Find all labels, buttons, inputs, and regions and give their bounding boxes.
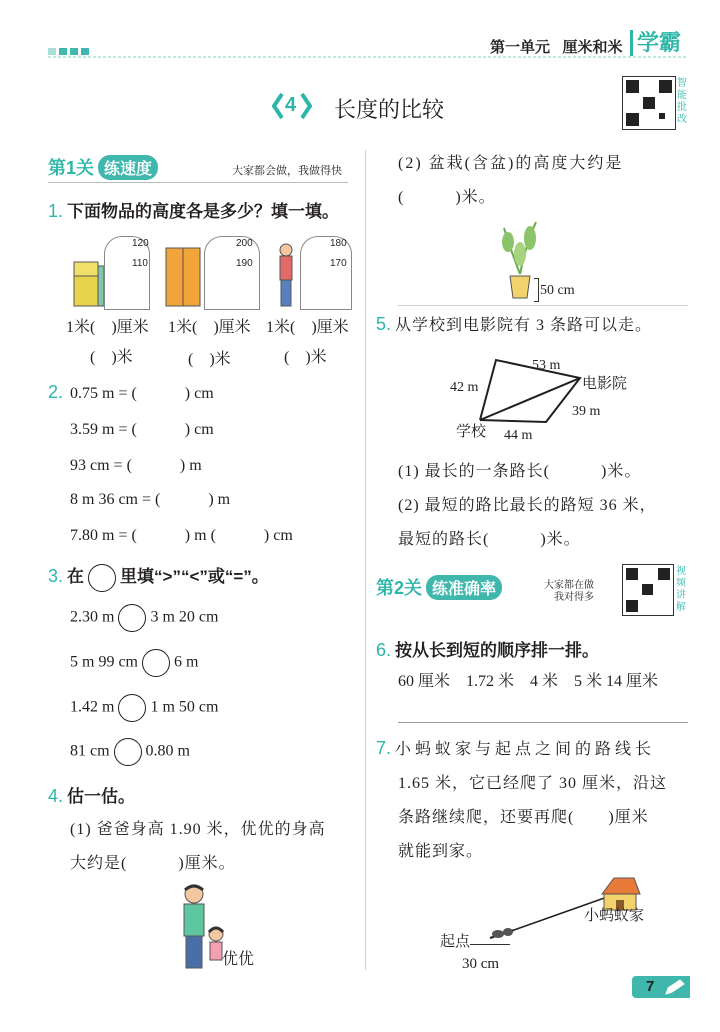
ruler-3-top: 180: [330, 238, 347, 249]
qr-code-icon[interactable]: [622, 76, 676, 130]
section2-note-2: 我对得多: [554, 592, 594, 603]
q3-text-pre: 在: [67, 567, 85, 586]
q3-item-3-left: 1.42 m: [70, 698, 115, 716]
column-divider: [365, 150, 366, 970]
q1-text: 下面物品的高度各是多少？填一填。: [67, 202, 340, 221]
q4-part1-line1: (1) 爸爸身高 1.90 米，优优的身高: [70, 821, 326, 838]
q3-item-4-right: 0.80 m: [145, 742, 190, 760]
q2-number: 2.: [48, 382, 64, 402]
q7-line2: 1.65 米，它已经爬了 30 厘米，沿这: [398, 775, 668, 792]
child-label: 优优: [222, 951, 255, 968]
plant-height-bracket: [534, 278, 539, 302]
q3-item-4-blank[interactable]: [114, 738, 142, 766]
route-label-right: 39 m: [572, 404, 601, 419]
q3-item-4: [70, 738, 190, 766]
q1-answer-2b[interactable]: ( )米: [188, 351, 231, 368]
qr-code-video-icon[interactable]: [622, 564, 674, 616]
ruler-1-top: 120: [132, 238, 149, 249]
pencil-icon: [664, 978, 686, 996]
route-label-school: 学校: [456, 424, 487, 440]
q6-text: 按从长到短的顺序排一排。: [395, 641, 600, 660]
route-label-top: 53 m: [532, 358, 561, 373]
q5-number: 5.: [376, 314, 392, 334]
q1-answer-1a[interactable]: 1米( )厘米: [66, 319, 149, 336]
q3-item-2-blank[interactable]: [142, 649, 170, 677]
section1-note: 大家都会做，我做得快: [232, 165, 342, 177]
q7-line1: 小蚂蚁家与起点之间的路线长: [395, 741, 656, 758]
section1-prefix: 第1关: [48, 158, 95, 178]
q4-part2-line2[interactable]: ( )米。: [398, 189, 496, 206]
question-7: [376, 738, 655, 762]
header-unit: [490, 36, 623, 57]
question-4: [48, 782, 135, 807]
q2-line-5[interactable]: 7.80 m = ( ) m ( ) cm: [70, 527, 293, 544]
q2-line-1[interactable]: 0.75 m = ( ) cm: [70, 385, 214, 402]
question-5: [376, 314, 652, 338]
q3-item-1: [70, 604, 218, 632]
q3-item-2-left: 5 m 99 cm: [70, 653, 138, 671]
start-label: 起点: [440, 934, 471, 950]
section2-prefix: 第2关: [376, 578, 423, 598]
section1-underline: [48, 182, 348, 183]
page-number: 7: [646, 978, 655, 995]
distance-label: 30 cm: [462, 956, 500, 972]
q3-item-3: [70, 694, 218, 722]
q3-item-4-left: 81 cm: [70, 742, 110, 760]
question-6: [376, 636, 599, 661]
q7-line4: 就能到家。: [398, 843, 484, 860]
section2-header: [376, 574, 502, 600]
ruler-1-bottom: 110: [132, 258, 148, 269]
q1-answer-3a[interactable]: 1米( )厘米: [266, 319, 349, 336]
route-label-cinema: 电影院: [582, 376, 628, 392]
header-divider: [48, 56, 688, 58]
q6-items: 60 厘米 1.72 米 4 米 5 米 14 厘米: [398, 673, 659, 690]
header-topic-label: 厘米和米: [562, 39, 623, 56]
q7-line3[interactable]: 条路继续爬，还要再爬( )厘米: [398, 809, 649, 826]
ruler-3-bottom: 170: [330, 258, 347, 269]
q3-item-2: [70, 649, 198, 677]
route-label-bottom: 44 m: [504, 428, 533, 443]
brand-text: 学霸: [637, 30, 682, 55]
qr-video-side-label: 视频讲解: [676, 566, 686, 613]
q4-part2-line1: (2) 盆栽(含盆)的高度大约是: [398, 155, 624, 172]
q2-line-3[interactable]: 93 cm = ( ) m: [70, 457, 202, 474]
section1-badge: 练速度: [98, 155, 158, 180]
q4-text: 估一估。: [67, 787, 136, 806]
q3-item-1-blank[interactable]: [118, 604, 146, 632]
q3-text-post: 里填“>”“<”或“=”。: [120, 567, 269, 586]
section2-note-1: 大家都在做: [544, 580, 594, 591]
q3-item-3-right: 1 m 50 cm: [150, 698, 219, 716]
q3-item-1-right: 3 m 20 cm: [150, 608, 219, 626]
lesson-number: 4: [285, 94, 297, 116]
brand-logo: [630, 30, 681, 56]
q4-part1-line2[interactable]: 大约是( )厘米。: [70, 855, 236, 872]
q5-text: 从学校到电影院有 3 条路可以走。: [395, 317, 653, 334]
q5-part1[interactable]: (1) 最长的一条路长( )米。: [398, 463, 642, 480]
q3-number: 3.: [48, 566, 64, 586]
person-illustration: [272, 236, 302, 308]
compare-circle-icon: [88, 564, 116, 592]
route-label-left: 42 m: [450, 380, 479, 395]
q6-answer-line[interactable]: [398, 722, 688, 723]
ruler-2-bottom: 190: [236, 258, 253, 269]
q4-number: 4.: [48, 786, 64, 806]
lesson-number-badge: [272, 92, 312, 120]
question-3: [48, 562, 269, 592]
ant-distance-mark: [470, 944, 510, 945]
q5-part2-line1: (2) 最短的路比最长的路短 36 米，: [398, 497, 657, 514]
lesson-title: 长度的比较: [334, 97, 445, 122]
q5-part2-line2[interactable]: 最短的路长( )米。: [398, 531, 581, 548]
q3-item-2-right: 6 m: [174, 653, 199, 671]
q6-number: 6.: [376, 640, 392, 660]
q1-number: 1.: [48, 201, 64, 221]
q7-number: 7.: [376, 738, 392, 758]
q2-line-4[interactable]: 8 m 36 cm = ( ) m: [70, 491, 231, 508]
home-label: 小蚂蚁家: [584, 908, 645, 924]
header-unit-label: 第一单元: [490, 39, 551, 56]
qr-side-label: 智能批改: [677, 78, 687, 125]
q3-item-3-blank[interactable]: [118, 694, 146, 722]
q1-answer-1b[interactable]: ( )米: [90, 349, 133, 366]
section2-badge: 练准确率: [426, 575, 502, 600]
section1-header: [48, 154, 158, 180]
ruler-2-top: 200: [236, 238, 253, 249]
question-1: [48, 197, 339, 222]
q1-answer-2a[interactable]: 1米( )厘米: [168, 319, 251, 336]
q2-line-2[interactable]: 3.59 m = ( ) cm: [70, 421, 214, 438]
q1-answer-3b[interactable]: ( )米: [284, 349, 327, 366]
plant-height-label: 50 cm: [540, 283, 575, 298]
q3-item-1-left: 2.30 m: [70, 608, 115, 626]
q4-divider: [398, 305, 688, 306]
